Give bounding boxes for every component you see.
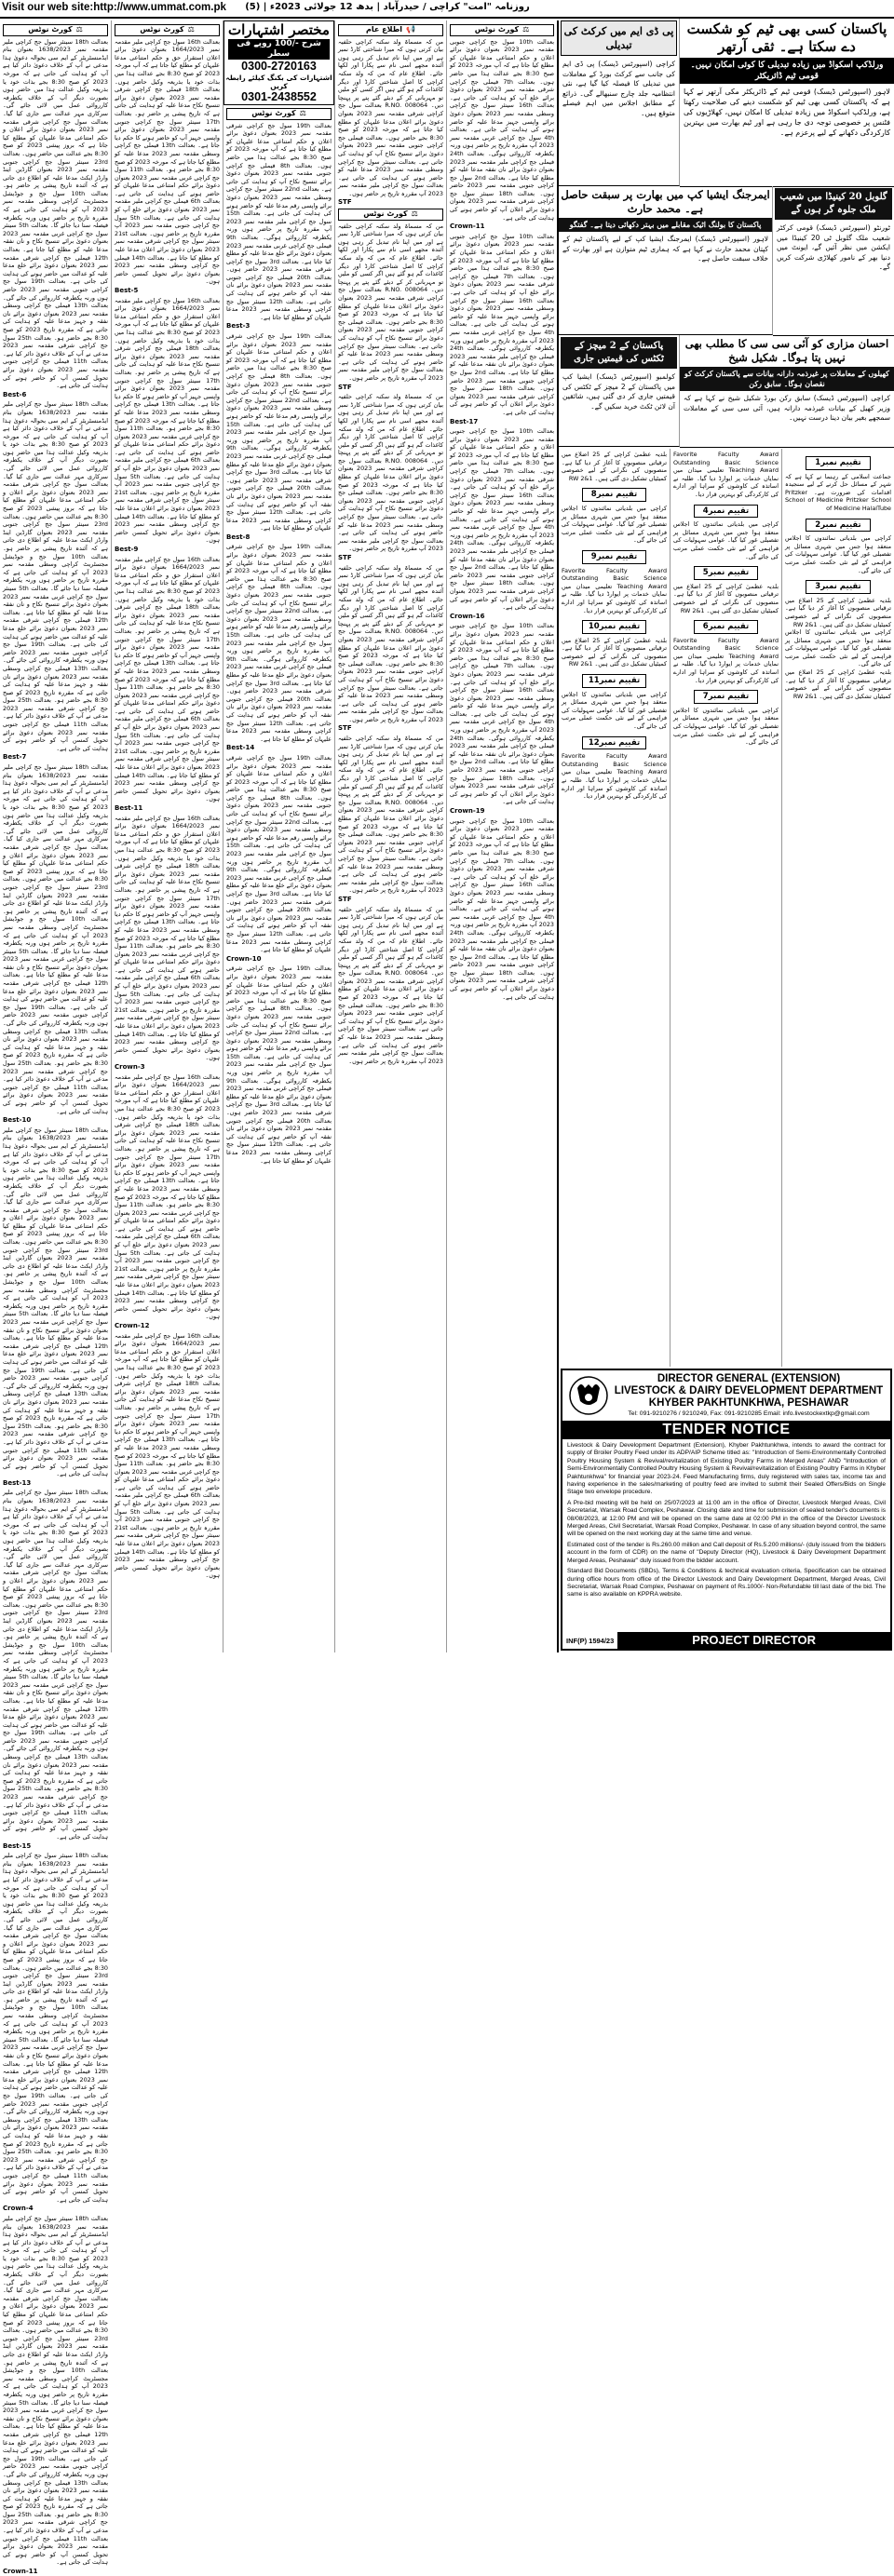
- court-notice-text: من کہ مسماۃ ولد سکنہ کراچی حلفیہ بیان کرتی ہوں کہ میرا شناختی کارڈ نمبر ہے اور میں اپنا نام تبدیل کر رہی ہوں آئندہ مجھے اسی نام سے پکارا اور لکھا جائے۔ اطلاع عام کہ من کہ ولد سکنہ کراچی کا اصل شناختی کارڈ اور دیگر کاغذات گم ہو گئے ہیں اگر کسی کو ملیں تو مہربانی کر کے دیئے گئے پتے پر پہنچا دیں۔ R.NO. 008064 بعدالت سول جج کراچی شرقی مقدمہ نمبر 2023 بعنوان دعویٰ برائے اعلان مدعا علیہان کو مطلع کیا جاتا ہے کہ مورخہ 2023 کو صبح 8:30 بجے حاضر ہوں۔ بعدالت فیملی جج کراچی جنوبی مقدمہ نمبر 2023 بعنوان دعویٰ برائے تنسیخ نکاح آپ کو ہدایت کی جاتی ہے۔ بعدالت سینئر سول جج کراچی وسطی مقدمہ نمبر 2023 مدعا علیہ کو حاضر ہونے کی ہدایت کی جاتی ہے۔ بعدالت سول جج کراچی ملیر مقدمہ نمبر 2023 آپ مقررہ تاریخ پر حاضر ہوں۔: [338, 905, 444, 1065]
- lower-text: Favorite Faculty Award Outstanding Basic Science Teaching Award تعلیمی میدان میں نمایاں خدمات پر ایوارڈ دیا گیا۔ طلبہ نے اساتذہ کی کاوشوں کو سراہا اور ادارے کی کارکردگی کو بہترین قرار دیا۔: [673, 451, 779, 498]
- section-label: تقییم نمبر2: [806, 519, 871, 533]
- phone-1[interactable]: 0300-2720163: [241, 60, 317, 73]
- lower-text: کراچی میں بلدیاتی نمائندوں کا اجلاس منعقد ہوا جس میں شہری مسائل پر تفصیلی غور کیا گیا۔ عوامی سہولیات کی فراہمی کے لیے نئی حکمت عملی مرتب کی جائے گی۔: [562, 504, 667, 545]
- section-label: تقییم نمبر5: [694, 566, 759, 580]
- tender-notice: [561, 1369, 892, 1651]
- notice-tag: Crown-11: [3, 2568, 38, 2576]
- notice-tag: Crown-12: [115, 1322, 150, 1329]
- court-notice-header: ⚖ کورٹ نوٹس: [3, 24, 108, 36]
- section-label: تقییم نمبر9: [582, 550, 647, 564]
- notice-tag: STF: [338, 554, 352, 561]
- org-line-2: LIVESTOCK & DAIRY DEVELOPMENT DEPARTMENT: [614, 1385, 884, 1396]
- lower-text: جماعت اسلامی کے رہنما نے کہا ہے کہ شہر کے مسائل حل کرنے کے لیے سنجیدہ اقدامات کی ضرورت ہے۔ Pritzker School of Medicine Pritzker School of Medicine HalalTube: [785, 472, 891, 512]
- court-notice-text: بعدالت 18th سینئر سول جج کراچی ملیر مقدمہ نمبر 1638/2023 بعنوان بنام ایڈمنسٹریٹر کے ایم سی بحوالہ دعویٰ ہذا مدعی نے آپ کے خلاف دعویٰ دائر کیا ہے آپ کو ہدایت کی جاتی ہے کہ مورخہ 2023 کو صبح 8:30 بجے بذات خود یا بذریعہ وکیل عدالت ہذا میں حاضر ہوں بصورت دیگر آپ کے خلاف یکطرفہ کارروائی عمل میں لائی جائے گی۔ سرکاری مہر عدالت سے جاری کیا گیا۔ بعدالت سول جج کراچی شرقی مقدمہ نمبر 2023 بعنوان دعویٰ برائے اعلان و حکم امتناعی مدعا علیہان کو مطلع کیا جاتا ہے کہ بروز پیشی 2023 کو صبح 8:30 بجے عدالت میں حاضر ہوں۔ بعدالت 23rd سینئر سول جج کراچی جنوبی مقدمہ نمبر 2023 بعنوان گارڈین اینڈ وارڈز ایکٹ مدعا علیہ کو اطلاع دی جاتی ہے کہ آئندہ تاریخ پیشی پر حاضر ہو۔ بعدالت 10th سول جج و جوڈیشل مجسٹریٹ کراچی وسطی مقدمہ نمبر 2023 آپ کو ہدایت کی جاتی ہے کہ مقررہ تاریخ پر حاضر ہوں ورنہ یکطرفہ فیصلہ سنا دیا جائے گا۔ بعدالت 5th سینئر سول جج کراچی غربی مقدمہ نمبر 2023 بعنوان دعویٰ برائے تنسیخ نکاح و نان نفقہ مدعا علیہ کو مطلع کیا جاتا ہے۔ بعدالت 12th فیملی جج کراچی شرقی مقدمہ نمبر 2023 بعنوان دعویٰ برائے خلع مدعا علیہ کو عدالت میں حاضر ہونے کی ہدایت کی جاتی ہے۔ بعدالت 19th سول جج کراچی جنوبی مقدمہ نمبر 2023 حاضر ہوں ورنہ یکطرفہ کارروائی کی جائے گی۔ بعدالت 13th فیملی جج کراچی وسطی مقدمہ نمبر 2023 بعنوان دعویٰ برائے نان نفقہ و جہیز مدعا علیہ کو ہدایت کی جاتی ہے کہ مقررہ تاریخ 2023 کو صبح 8:30 بجے حاضر ہو۔ بعدالت 25th سول جج کراچی شرقی مقدمہ نمبر 2023 مدعی نے آپ کے خلاف دعویٰ دائر کیا ہے۔ بعدالت 11th فیملی جج کراچی جنوبی مقدمہ نمبر 2023 بعنوان دعویٰ برائے تحویل کمسن آپ کو حاضر ہونے کی ہدایت کی جاتی ہے۔: [3, 400, 109, 752]
- court-column-a: [0, 20, 112, 2576]
- emerging-story: [559, 186, 773, 335]
- section-label: تقییم نمبر6: [694, 620, 759, 634]
- tickets-story: [559, 335, 680, 447]
- lead-body: لاہور (اسپورٹس ڈیسک) قومی ٹیم کے ڈائریکٹر مکی آرتھر نے کہا ہے کہ پاکستان کسی بھی ٹیم کو شکست دینے کی صلاحیت رکھتا ہے، ورلڈکپ اسکواڈ میں زیادہ تبدیلی کا امکان نہیں، کھلاڑیوں کی فٹنس پر خصوصی توجہ دی جا رہی ہے اور ٹیم بھارت میں بہترین کارکردگی دکھانے کے لیے پرعزم ہے۔: [684, 88, 890, 137]
- court-notice-text: من کہ مسماۃ ولد سکنہ کراچی حلفیہ بیان کرتی ہوں کہ میرا شناختی کارڈ نمبر ہے اور میں اپنا نام تبدیل کر رہی ہوں آئندہ مجھے اسی نام سے پکارا اور لکھا جائے۔ اطلاع عام کہ من کہ ولد سکنہ کراچی کا اصل شناختی کارڈ اور دیگر کاغذات گم ہو گئے ہیں اگر کسی کو ملیں تو مہربانی کر کے دیئے گئے پتے پر پہنچا دیں۔ R.NO. 008064 بعدالت سول جج کراچی شرقی مقدمہ نمبر 2023 بعنوان دعویٰ برائے اعلان مدعا علیہان کو مطلع کیا جاتا ہے کہ مورخہ 2023 کو صبح 8:30 بجے حاضر ہوں۔ بعدالت فیملی جج کراچی جنوبی مقدمہ نمبر 2023 بعنوان دعویٰ برائے تنسیخ نکاح آپ کو ہدایت کی جاتی ہے۔ بعدالت سینئر سول جج کراچی وسطی مقدمہ نمبر 2023 مدعا علیہ کو حاضر ہونے کی ہدایت کی جاتی ہے۔ بعدالت سول جج کراچی ملیر مقدمہ نمبر 2023 آپ مقررہ تاریخ پر حاضر ہوں۔: [338, 222, 444, 382]
- lower-right-col-1: [782, 449, 894, 1367]
- court-notice-text: بعدالت 10th سول جج کراچی جنوبی مقدمہ نمبر 2023 بعنوان دعویٰ برائے اعلان و حکم امتناعی مدعا علیہان کو مطلع کیا جاتا ہے کہ آپ مورخہ 2023 کو صبح 8:30 بجے عدالت ہذا میں حاضر ہوں۔ بعدالت 7th فیملی جج کراچی شرقی مقدمہ نمبر 2023 بعنوان دعویٰ برائے خلع آپ کو ہدایت کی جاتی ہے۔ بعدالت 16th سینئر سول جج کراچی وسطی مقدمہ نمبر 2023 بعنوان دعویٰ برائے واپسی جہیز مدعا علیہ کو حاضر ہونے کی ہدایت کی جاتی ہے۔ بعدالت 4th سول جج کراچی غربی مقدمہ نمبر 2023 آپ مقررہ تاریخ پر حاضر ہوں ورنہ یکطرفہ کارروائی ہوگی۔ بعدالت 24th فیملی جج کراچی ملیر مقدمہ نمبر 2023 بعنوان دعویٰ برائے نان نفقہ مدعا علیہ کو مطلع کیا جاتا ہے۔ بعدالت 2nd سول جج کراچی جنوبی مقدمہ نمبر 2023 حاضر ہوں۔ بعدالت 18th سینئر سول جج کراچی شرقی مقدمہ نمبر 2023 بعنوان دعویٰ برائے اعلان آپ کو حاضر ہونے کی ہدایت کی جاتی ہے۔: [450, 232, 554, 416]
- court-notice-text: بعدالت 16th سول جج کراچی ملیر مقدمہ نمبر 1664/2023 بعنوان دعویٰ برائے اعلان استقرار حق و حکم امتناعی مدعا علیہان کو مطلع کیا جاتا ہے کہ آپ مورخہ 2023 کو صبح 8:30 بجے عدالت ہذا میں بذات خود یا بذریعہ وکیل حاضر ہوں۔ بعدالت 18th فیملی جج کراچی شرقی مقدمہ نمبر 2023 بعنوان دعویٰ برائے تنسیخ نکاح مدعا علیہ کو ہدایت کی جاتی ہے کہ تاریخ پیشی پر حاضر ہو۔ بعدالت 17th سینئر سول جج کراچی جنوبی مقدمہ نمبر 2023 بعنوان دعویٰ برائے واپسی جہیز آپ کو حاضر ہونے کا حکم دیا جاتا ہے۔ بعدالت 13th فیملی جج کراچی وسطی مقدمہ نمبر 2023 مدعا علیہ کو مطلع کیا جاتا ہے کہ مورخہ 2023 کو صبح 8:30 بجے حاضر ہو۔ بعدالت 11th سول جج کراچی غربی مقدمہ نمبر 2023 بعنوان دعویٰ برائے حکم امتناعی مدعا علیہان کو حاضر ہونے کی ہدایت کی جاتی ہے۔ بعدالت 6th فیملی جج کراچی ملیر مقدمہ نمبر 2023 بعنوان دعویٰ برائے خلع آپ کو ہدایت کی جاتی ہے۔ بعدالت 5th سول جج کراچی جنوبی مقدمہ نمبر 2023 آپ مقررہ تاریخ پر حاضر ہوں۔ بعدالت 21st سینئر سول جج کراچی شرقی مقدمہ نمبر 2023 بعنوان دعویٰ برائے اعلان مدعا علیہ کو مطلع کیا جاتا ہے۔ بعدالت 14th فیملی جج کراچی وسطی مقدمہ نمبر 2023 بعنوان دعویٰ برائے تحویل کمسن حاضر ہوں۔: [115, 37, 221, 286]
- lower-text: کراچی میں بلدیاتی نمائندوں کا اجلاس منعقد ہوا جس میں شہری مسائل پر تفصیلی غور کیا گیا۔ عوامی سہولیات کی فراہمی کے لیے نئی حکمت عملی مرتب کی جائے گی۔: [562, 690, 667, 731]
- court-notice-text: بعدالت 10th سول جج کراچی جنوبی مقدمہ نمبر 2023 بعنوان دعویٰ برائے اعلان و حکم امتناعی مدعا علیہان کو مطلع کیا جاتا ہے کہ آپ مورخہ 2023 کو صبح 8:30 بجے عدالت ہذا میں حاضر ہوں۔ بعدالت 7th فیملی جج کراچی شرقی مقدمہ نمبر 2023 بعنوان دعویٰ برائے خلع آپ کو ہدایت کی جاتی ہے۔ بعدالت 16th سینئر سول جج کراچی وسطی مقدمہ نمبر 2023 بعنوان دعویٰ برائے واپسی جہیز مدعا علیہ کو حاضر ہونے کی ہدایت کی جاتی ہے۔ بعدالت 4th سول جج کراچی غربی مقدمہ نمبر 2023 آپ مقررہ تاریخ پر حاضر ہوں ورنہ یکطرفہ کارروائی ہوگی۔ بعدالت 24th فیملی جج کراچی ملیر مقدمہ نمبر 2023 بعنوان دعویٰ برائے نان نفقہ مدعا علیہ کو مطلع کیا جاتا ہے۔ بعدالت 2nd سول جج کراچی جنوبی مقدمہ نمبر 2023 حاضر ہوں۔ بعدالت 18th سینئر سول جج کراچی شرقی مقدمہ نمبر 2023 بعنوان دعویٰ برائے اعلان آپ کو حاضر ہونے کی ہدایت کی جاتی ہے۔: [450, 816, 554, 1001]
- court-notice-text: بعدالت 18th سینئر سول جج کراچی ملیر مقدمہ نمبر 1638/2023 بعنوان بنام ایڈمنسٹریٹر کے ایم سی بحوالہ دعویٰ ہذا مدعی نے آپ کے خلاف دعویٰ دائر کیا ہے آپ کو ہدایت کی جاتی ہے کہ مورخہ 2023 کو صبح 8:30 بجے بذات خود یا بذریعہ وکیل عدالت ہذا میں حاضر ہوں بصورت دیگر آپ کے خلاف یکطرفہ کارروائی عمل میں لائی جائے گی۔ سرکاری مہر عدالت سے جاری کیا گیا۔ بعدالت سول جج کراچی شرقی مقدمہ نمبر 2023 بعنوان دعویٰ برائے اعلان و حکم امتناعی مدعا علیہان کو مطلع کیا جاتا ہے کہ بروز پیشی 2023 کو صبح 8:30 بجے عدالت میں حاضر ہوں۔ بعدالت 23rd سینئر سول جج کراچی جنوبی مقدمہ نمبر 2023 بعنوان گارڈین اینڈ وارڈز ایکٹ مدعا علیہ کو اطلاع دی جاتی ہے کہ آئندہ تاریخ پیشی پر حاضر ہو۔ بعدالت 10th سول جج و جوڈیشل مجسٹریٹ کراچی وسطی مقدمہ نمبر 2023 آپ کو ہدایت کی جاتی ہے کہ مقررہ تاریخ پر حاضر ہوں ورنہ یکطرفہ فیصلہ سنا دیا جائے گا۔ بعدالت 5th سینئر سول جج کراچی غربی مقدمہ نمبر 2023 بعنوان دعویٰ برائے تنسیخ نکاح و نان نفقہ مدعا علیہ کو مطلع کیا جاتا ہے۔ بعدالت 12th فیملی جج کراچی شرقی مقدمہ نمبر 2023 بعنوان دعویٰ برائے خلع مدعا علیہ کو عدالت میں حاضر ہونے کی ہدایت کی جاتی ہے۔ بعدالت 19th سول جج کراچی جنوبی مقدمہ نمبر 2023 حاضر ہوں ورنہ یکطرفہ کارروائی کی جائے گی۔ بعدالت 13th فیملی جج کراچی وسطی مقدمہ نمبر 2023 بعنوان دعویٰ برائے نان نفقہ و جہیز مدعا علیہ کو ہدایت کی جاتی ہے کہ مقررہ تاریخ 2023 کو صبح 8:30 بجے حاضر ہو۔ بعدالت 25th سول جج کراچی شرقی مقدمہ نمبر 2023 مدعی نے آپ کے خلاف دعویٰ دائر کیا ہے۔ بعدالت 11th فیملی جج کراچی جنوبی مقدمہ نمبر 2023 بعنوان دعویٰ برائے تحویل کمسن آپ کو حاضر ہونے کی ہدایت کی جاتی ہے۔: [3, 1489, 109, 1841]
- notice-tag: Crown-4: [3, 2205, 34, 2213]
- lower-text: بلدیہ عظمیٰ کراچی کے 25 اضلاع میں ترقیاتی منصوبوں کا آغاز کر دیا گیا ہے۔ منصوبوں کی نگرانی کے لیے خصوصی کمیٹیاں تشکیل دی گئی ہیں۔ RW 2&1: [785, 596, 891, 628]
- department-logo: [566, 1375, 611, 1416]
- lower-text: کراچی میں بلدیاتی نمائندوں کا اجلاس منعقد ہوا جس میں شہری مسائل پر تفصیلی غور کیا گیا۔ عوامی سہولیات کی فراہمی کے لیے نئی حکمت عملی مرتب کی جائے گی۔: [785, 534, 891, 574]
- court-notice-text: من کہ مسماۃ ولد سکنہ کراچی حلفیہ بیان کرتی ہوں کہ میرا شناختی کارڈ نمبر ہے اور میں اپنا نام تبدیل کر رہی ہوں آئندہ مجھے اسی نام سے پکارا اور لکھا جائے۔ اطلاع عام کہ من کہ ولد سکنہ کراچی کا اصل شناختی کارڈ اور دیگر کاغذات گم ہو گئے ہیں اگر کسی کو ملیں تو مہربانی کر کے دیئے گئے پتے پر پہنچا دیں۔ R.NO. 008064 بعدالت سول جج کراچی شرقی مقدمہ نمبر 2023 بعنوان دعویٰ برائے اعلان مدعا علیہان کو مطلع کیا جاتا ہے کہ مورخہ 2023 کو صبح 8:30 بجے حاضر ہوں۔ بعدالت فیملی جج کراچی جنوبی مقدمہ نمبر 2023 بعنوان دعویٰ برائے تنسیخ نکاح آپ کو ہدایت کی جاتی ہے۔ بعدالت سینئر سول جج کراچی وسطی مقدمہ نمبر 2023 مدعا علیہ کو حاضر ہونے کی ہدایت کی جاتی ہے۔ بعدالت سول جج کراچی ملیر مقدمہ نمبر 2023 آپ مقررہ تاریخ پر حاضر ہوں۔: [338, 735, 444, 895]
- notice-tag: Best-17: [450, 417, 479, 425]
- gavel-icon: ⚖: [299, 109, 306, 117]
- court-notice-header: ⚖ کورٹ نوٹس: [338, 209, 443, 221]
- lower-text: بلدیہ عظمیٰ کراچی کے 25 اضلاع میں ترقیاتی منصوبوں کا آغاز کر دیا گیا ہے۔ منصوبوں کی نگرانی کے لیے خصوصی کمیٹیاں تشکیل دی گئی ہیں۔ RW 2&1: [673, 582, 779, 614]
- gavel-icon: ⚖: [187, 25, 195, 34]
- lower-right-col-3: [559, 449, 670, 1367]
- court-notice-text: بعدالت 16th سول جج کراچی ملیر مقدمہ نمبر 1664/2023 بعنوان دعویٰ برائے اعلان استقرار حق و حکم امتناعی مدعا علیہان کو مطلع کیا جاتا ہے کہ آپ مورخہ 2023 کو صبح 8:30 بجے عدالت ہذا میں بذات خود یا بذریعہ وکیل حاضر ہوں۔ بعدالت 18th فیملی جج کراچی شرقی مقدمہ نمبر 2023 بعنوان دعویٰ برائے تنسیخ نکاح مدعا علیہ کو ہدایت کی جاتی ہے کہ تاریخ پیشی پر حاضر ہو۔ بعدالت 17th سینئر سول جج کراچی جنوبی مقدمہ نمبر 2023 بعنوان دعویٰ برائے واپسی جہیز آپ کو حاضر ہونے کا حکم دیا جاتا ہے۔ بعدالت 13th فیملی جج کراچی وسطی مقدمہ نمبر 2023 مدعا علیہ کو مطلع کیا جاتا ہے کہ مورخہ 2023 کو صبح 8:30 بجے حاضر ہو۔ بعدالت 11th سول جج کراچی غربی مقدمہ نمبر 2023 بعنوان دعویٰ برائے حکم امتناعی مدعا علیہان کو حاضر ہونے کی ہدایت کی جاتی ہے۔ بعدالت 6th فیملی جج کراچی ملیر مقدمہ نمبر 2023 بعنوان دعویٰ برائے خلع آپ کو ہدایت کی جاتی ہے۔ بعدالت 5th سول جج کراچی جنوبی مقدمہ نمبر 2023 آپ مقررہ تاریخ پر حاضر ہوں۔ بعدالت 21st سینئر سول جج کراچی شرقی مقدمہ نمبر 2023 بعنوان دعویٰ برائے اعلان مدعا علیہ کو مطلع کیا جاتا ہے۔ بعدالت 14th فیملی جج کراچی وسطی مقدمہ نمبر 2023 بعنوان دعویٰ برائے تحویل کمسن حاضر ہوں۔: [115, 555, 221, 803]
- section-label: تقییم نمبر4: [694, 505, 759, 519]
- tender-para-2: A Pre-bid meeting will be held on 25/07/2023 at 11:00 am in the office of Director, Livestock Merged Areas, Civil Secretariat, Warsak Road Complex, Peshawar. Closing date and time for submission of sealed tender's documents is 08/08/2023, at 12:00 PM and will be opened on the same date at 02:00 PM in the office of the Director Livestock Merged Areas, Civil Secretariat, Warsak Road Complex, Peshawar. In case of any situation beyond control, the same will be opened on the next working day at the same time and venue.: [567, 1499, 886, 1538]
- court-notice-text: بعدالت 16th سول جج کراچی ملیر مقدمہ نمبر 1664/2023 بعنوان دعویٰ برائے اعلان استقرار حق و حکم امتناعی مدعا علیہان کو مطلع کیا جاتا ہے کہ آپ مورخہ 2023 کو صبح 8:30 بجے عدالت ہذا میں بذات خود یا بذریعہ وکیل حاضر ہوں۔ بعدالت 18th فیملی جج کراچی شرقی مقدمہ نمبر 2023 بعنوان دعویٰ برائے تنسیخ نکاح مدعا علیہ کو ہدایت کی جاتی ہے کہ تاریخ پیشی پر حاضر ہو۔ بعدالت 17th سینئر سول جج کراچی جنوبی مقدمہ نمبر 2023 بعنوان دعویٰ برائے واپسی جہیز آپ کو حاضر ہونے کا حکم دیا جاتا ہے۔ بعدالت 13th فیملی جج کراچی وسطی مقدمہ نمبر 2023 مدعا علیہ کو مطلع کیا جاتا ہے کہ مورخہ 2023 کو صبح 8:30 بجے حاضر ہو۔ بعدالت 11th سول جج کراچی غربی مقدمہ نمبر 2023 بعنوان دعویٰ برائے حکم امتناعی مدعا علیہان کو حاضر ہونے کی ہدایت کی جاتی ہے۔ بعدالت 6th فیملی جج کراچی ملیر مقدمہ نمبر 2023 بعنوان دعویٰ برائے خلع آپ کو ہدایت کی جاتی ہے۔ بعدالت 5th سول جج کراچی جنوبی مقدمہ نمبر 2023 آپ مقررہ تاریخ پر حاضر ہوں۔ بعدالت 21st سینئر سول جج کراچی شرقی مقدمہ نمبر 2023 بعنوان دعویٰ برائے اعلان مدعا علیہ کو مطلع کیا جاتا ہے۔ بعدالت 14th فیملی جج کراچی وسطی مقدمہ نمبر 2023 بعنوان دعویٰ برائے تحویل کمسن حاضر ہوں۔: [115, 1331, 221, 1580]
- tender-para-4: Standard Bid Documents (SBDs), Terms & Conditions & technical evaluation criteria, Specification can be obtained during office hours from office of the Director Livestock and Dairy Development Department, Merged Areas, Civil Secretariat, Warsak Road Complex, Peshawar on payment of Rs.1000/- Non-Refundable till last date of the bid. The same is also available on KPPRA website.: [567, 1568, 886, 1598]
- website-line[interactable]: Visit our web site:http://www.ummat.com.pk: [2, 2, 226, 13]
- notice-tag: STF: [338, 198, 352, 207]
- phone-2[interactable]: 0301-2438552: [241, 90, 317, 103]
- court-column-d: [335, 20, 447, 1652]
- middle-headline: پاکستان کے 2 میچز کے ٹکٹس کی قیمتیں جاری: [561, 337, 677, 369]
- section-label: تقییم نمبر12: [582, 736, 647, 750]
- notice-tag: Best-13: [3, 1478, 32, 1487]
- court-notice-text: بعدالت 18th سینئر سول جج کراچی ملیر مقدمہ نمبر 1638/2023 بعنوان بنام ایڈمنسٹریٹر کے ایم سی بحوالہ دعویٰ ہذا مدعی نے آپ کے خلاف دعویٰ دائر کیا ہے آپ کو ہدایت کی جاتی ہے کہ مورخہ 2023 کو صبح 8:30 بجے بذات خود یا بذریعہ وکیل عدالت ہذا میں حاضر ہوں بصورت دیگر آپ کے خلاف یکطرفہ کارروائی عمل میں لائی جائے گی۔ سرکاری مہر عدالت سے جاری کیا گیا۔ بعدالت سول جج کراچی شرقی مقدمہ نمبر 2023 بعنوان دعویٰ برائے اعلان و حکم امتناعی مدعا علیہان کو مطلع کیا جاتا ہے کہ بروز پیشی 2023 کو صبح 8:30 بجے عدالت میں حاضر ہوں۔ بعدالت 23rd سینئر سول جج کراچی جنوبی مقدمہ نمبر 2023 بعنوان گارڈین اینڈ وارڈز ایکٹ مدعا علیہ کو اطلاع دی جاتی ہے کہ آئندہ تاریخ پیشی پر حاضر ہو۔ بعدالت 10th سول جج و جوڈیشل مجسٹریٹ کراچی وسطی مقدمہ نمبر 2023 آپ کو ہدایت کی جاتی ہے کہ مقررہ تاریخ پر حاضر ہوں ورنہ یکطرفہ فیصلہ سنا دیا جائے گا۔ بعدالت 5th سینئر سول جج کراچی غربی مقدمہ نمبر 2023 بعنوان دعویٰ برائے تنسیخ نکاح و نان نفقہ مدعا علیہ کو مطلع کیا جاتا ہے۔ بعدالت 12th فیملی جج کراچی شرقی مقدمہ نمبر 2023 بعنوان دعویٰ برائے خلع مدعا علیہ کو عدالت میں حاضر ہونے کی ہدایت کی جاتی ہے۔ بعدالت 19th سول جج کراچی جنوبی مقدمہ نمبر 2023 حاضر ہوں ورنہ یکطرفہ کارروائی کی جائے گی۔ بعدالت 13th فیملی جج کراچی وسطی مقدمہ نمبر 2023 بعنوان دعویٰ برائے نان نفقہ و جہیز مدعا علیہ کو ہدایت کی جاتی ہے کہ مقررہ تاریخ 2023 کو صبح 8:30 بجے حاضر ہو۔ بعدالت 25th سول جج کراچی شرقی مقدمہ نمبر 2023 مدعی نے آپ کے خلاف دعویٰ دائر کیا ہے۔ بعدالت 11th فیملی جج کراچی جنوبی مقدمہ نمبر 2023 بعنوان دعویٰ برائے تحویل کمسن آپ کو حاضر ہونے کی ہدایت کی جاتی ہے۔: [3, 2214, 109, 2567]
- court-notice-text: بعدالت 16th سول جج کراچی ملیر مقدمہ نمبر 1664/2023 بعنوان دعویٰ برائے اعلان استقرار حق و حکم امتناعی مدعا علیہان کو مطلع کیا جاتا ہے کہ آپ مورخہ 2023 کو صبح 8:30 بجے عدالت ہذا میں بذات خود یا بذریعہ وکیل حاضر ہوں۔ بعدالت 18th فیملی جج کراچی شرقی مقدمہ نمبر 2023 بعنوان دعویٰ برائے تنسیخ نکاح مدعا علیہ کو ہدایت کی جاتی ہے کہ تاریخ پیشی پر حاضر ہو۔ بعدالت 17th سینئر سول جج کراچی جنوبی مقدمہ نمبر 2023 بعنوان دعویٰ برائے واپسی جہیز آپ کو حاضر ہونے کا حکم دیا جاتا ہے۔ بعدالت 13th فیملی جج کراچی وسطی مقدمہ نمبر 2023 مدعا علیہ کو مطلع کیا جاتا ہے کہ مورخہ 2023 کو صبح 8:30 بجے حاضر ہو۔ بعدالت 11th سول جج کراچی غربی مقدمہ نمبر 2023 بعنوان دعویٰ برائے حکم امتناعی مدعا علیہان کو حاضر ہونے کی ہدایت کی جاتی ہے۔ بعدالت 6th فیملی جج کراچی ملیر مقدمہ نمبر 2023 بعنوان دعویٰ برائے خلع آپ کو ہدایت کی جاتی ہے۔ بعدالت 5th سول جج کراچی جنوبی مقدمہ نمبر 2023 آپ مقررہ تاریخ پر حاضر ہوں۔ بعدالت 21st سینئر سول جج کراچی شرقی مقدمہ نمبر 2023 بعنوان دعویٰ برائے اعلان مدعا علیہ کو مطلع کیا جاتا ہے۔ بعدالت 14th فیملی جج کراچی وسطی مقدمہ نمبر 2023 بعنوان دعویٰ برائے تحویل کمسن حاضر ہوں۔: [115, 296, 221, 545]
- court-notice-text: بعدالت 18th سینئر سول جج کراچی ملیر مقدمہ نمبر 1638/2023 بعنوان بنام ایڈمنسٹریٹر کے ایم سی بحوالہ دعویٰ ہذا مدعی نے آپ کے خلاف دعویٰ دائر کیا ہے آپ کو ہدایت کی جاتی ہے کہ مورخہ 2023 کو صبح 8:30 بجے بذات خود یا بذریعہ وکیل عدالت ہذا میں حاضر ہوں بصورت دیگر آپ کے خلاف یکطرفہ کارروائی عمل میں لائی جائے گی۔ سرکاری مہر عدالت سے جاری کیا گیا۔ بعدالت سول جج کراچی شرقی مقدمہ نمبر 2023 بعنوان دعویٰ برائے اعلان و حکم امتناعی مدعا علیہان کو مطلع کیا جاتا ہے کہ بروز پیشی 2023 کو صبح 8:30 بجے عدالت میں حاضر ہوں۔ بعدالت 23rd سینئر سول جج کراچی جنوبی مقدمہ نمبر 2023 بعنوان گارڈین اینڈ وارڈز ایکٹ مدعا علیہ کو اطلاع دی جاتی ہے کہ آئندہ تاریخ پیشی پر حاضر ہو۔ بعدالت 10th سول جج و جوڈیشل مجسٹریٹ کراچی وسطی مقدمہ نمبر 2023 آپ کو ہدایت کی جاتی ہے کہ مقررہ تاریخ پر حاضر ہوں ورنہ یکطرفہ فیصلہ سنا دیا جائے گا۔ بعدالت 5th سینئر سول جج کراچی غربی مقدمہ نمبر 2023 بعنوان دعویٰ برائے تنسیخ نکاح و نان نفقہ مدعا علیہ کو مطلع کیا جاتا ہے۔ بعدالت 12th فیملی جج کراچی شرقی مقدمہ نمبر 2023 بعنوان دعویٰ برائے خلع مدعا علیہ کو عدالت میں حاضر ہونے کی ہدایت کی جاتی ہے۔ بعدالت 19th سول جج کراچی جنوبی مقدمہ نمبر 2023 حاضر ہوں ورنہ یکطرفہ کارروائی کی جائے گی۔ بعدالت 13th فیملی جج کراچی وسطی مقدمہ نمبر 2023 بعنوان دعویٰ برائے نان نفقہ و جہیز مدعا علیہ کو ہدایت کی جاتی ہے کہ مقررہ تاریخ 2023 کو صبح 8:30 بجے حاضر ہو۔ بعدالت 25th سول جج کراچی شرقی مقدمہ نمبر 2023 مدعی نے آپ کے خلاف دعویٰ دائر کیا ہے۔ بعدالت 11th فیملی جج کراچی جنوبی مقدمہ نمبر 2023 بعنوان دعویٰ برائے تحویل کمسن آپ کو حاضر ہونے کی ہدایت کی جاتی ہے۔: [3, 1126, 109, 1478]
- lead-story: [680, 19, 894, 187]
- lower-text: Favorite Faculty Award Outstanding Basic Science Teaching Award تعلیمی میدان میں نمایاں خدمات پر ایوارڈ دیا گیا۔ طلبہ نے اساتذہ کی کاوشوں کو سراہا اور ادارے کی کارکردگی کو بہترین قرار دیا۔: [562, 752, 667, 801]
- classifieds-rate-box: [224, 20, 334, 105]
- notice-tag: Best-6: [3, 390, 27, 398]
- middle-body: کولمبو (اسپورٹس ڈیسک) ایشیا کپ میں پاکستان کے 2 میچز کے ٹکٹس کی قیمتیں جاری کر دی گئی ہیں، شائقین آن لائن ٹکٹ خرید سکیں گے۔: [562, 372, 676, 411]
- gulf-body: ٹورنٹو (اسپورٹس ڈیسک) قومی کرکٹر شعیب ملک گلوبل ٹی 20 کینیڈا میں ایکشن میں نظر آئیں گے، ایونٹ میں دنیا بھر کے نامور کھلاڑی شرکت کریں گے۔: [777, 223, 890, 271]
- tender-code: INF(P) 1594/23: [566, 1636, 615, 1645]
- court-column-c: [224, 20, 335, 1652]
- court-notice-text: بعدالت 10th سول جج کراچی جنوبی مقدمہ نمبر 2023 بعنوان دعویٰ برائے اعلان و حکم امتناعی مدعا علیہان کو مطلع کیا جاتا ہے کہ آپ مورخہ 2023 کو صبح 8:30 بجے عدالت ہذا میں حاضر ہوں۔ بعدالت 7th فیملی جج کراچی شرقی مقدمہ نمبر 2023 بعنوان دعویٰ برائے خلع آپ کو ہدایت کی جاتی ہے۔ بعدالت 16th سینئر سول جج کراچی وسطی مقدمہ نمبر 2023 بعنوان دعویٰ برائے واپسی جہیز مدعا علیہ کو حاضر ہونے کی ہدایت کی جاتی ہے۔ بعدالت 4th سول جج کراچی غربی مقدمہ نمبر 2023 آپ مقررہ تاریخ پر حاضر ہوں ورنہ یکطرفہ کارروائی ہوگی۔ بعدالت 24th فیملی جج کراچی ملیر مقدمہ نمبر 2023 بعنوان دعویٰ برائے نان نفقہ مدعا علیہ کو مطلع کیا جاتا ہے۔ بعدالت 2nd سول جج کراچی جنوبی مقدمہ نمبر 2023 حاضر ہوں۔ بعدالت 18th سینئر سول جج کراچی شرقی مقدمہ نمبر 2023 بعنوان دعویٰ برائے اعلان آپ کو حاضر ہونے کی ہدایت کی جاتی ہے۔: [450, 427, 554, 612]
- section-label: تقییم نمبر3: [806, 580, 871, 594]
- tender-signature: PROJECT DIRECTOR: [617, 1632, 890, 1649]
- side1-headline: پی ڈی ایم میں کرکٹ کی تبدیلی: [561, 20, 677, 56]
- lower-text: Favorite Faculty Award Outstanding Basic Science Teaching Award تعلیمی میدان میں نمایاں خدمات پر ایوارڈ دیا گیا۔ طلبہ نے اساتذہ کی کاوشوں کو سراہا اور ادارے کی کارکردگی کو بہترین قرار دیا۔: [562, 566, 667, 614]
- lower-text: Favorite Faculty Award Outstanding Basic Science Teaching Award تعلیمی میدان میں نمایاں خدمات پر ایوارڈ دیا گیا۔ طلبہ نے اساتذہ کی کاوشوں کو سراہا اور ادارے کی کارکردگی کو بہترین قرار دیا۔: [673, 636, 779, 684]
- court-notice-header: ⚖ کورٹ نوٹس: [226, 108, 332, 120]
- lead-subhead: ورلڈکپ اسکواڈ میں زیادہ تبدیلی کا کوئی امکان نہیں۔ قومی ٹیم ڈائریکٹر: [680, 58, 894, 84]
- tender-para-1: Livestock & Dairy Development Department (Extension), Khyber Pakhtunkhwa, intends to award the contract for supply of Broiler Poultry Feed under its ADP/AIP Scheme titled as: "Introduction of Semi-Environmentally Controlled Poultry Housing System & Revival/revitalization of Existing Poultry Farms in Merged Areas" AND "Introduction of Semi-Environmentally Controlled Poultry Housing System & Revival/revitalization of Existing Poultry Farms in Khyber Pakhtunkhwa" for financial year 2023-24. Feed Manufacturing firms, duly registered with sales tax, income tax and having experience in the sales/marketing of poultry feed are invited to submit their Sealed Offers/Bids on Single Stage two envelope procedure.: [567, 1442, 886, 1496]
- court-notice-text: من کہ مسماۃ ولد سکنہ کراچی حلفیہ بیان کرتی ہوں کہ میرا شناختی کارڈ نمبر ہے اور میں اپنا نام تبدیل کر رہی ہوں آئندہ مجھے اسی نام سے پکارا اور لکھا جائے۔ اطلاع عام کہ من کہ ولد سکنہ کراچی کا اصل شناختی کارڈ اور دیگر کاغذات گم ہو گئے ہیں اگر کسی کو ملیں تو مہربانی کر کے دیئے گئے پتے پر پہنچا دیں۔ R.NO. 008064 بعدالت سول جج کراچی شرقی مقدمہ نمبر 2023 بعنوان دعویٰ برائے اعلان مدعا علیہان کو مطلع کیا جاتا ہے کہ مورخہ 2023 کو صبح 8:30 بجے حاضر ہوں۔ بعدالت فیملی جج کراچی جنوبی مقدمہ نمبر 2023 بعنوان دعویٰ برائے تنسیخ نکاح آپ کو ہدایت کی جاتی ہے۔ بعدالت سینئر سول جج کراچی وسطی مقدمہ نمبر 2023 مدعا علیہ کو حاضر ہونے کی ہدایت کی جاتی ہے۔ بعدالت سول جج کراچی ملیر مقدمہ نمبر 2023 آپ مقررہ تاریخ پر حاضر ہوں۔: [338, 37, 444, 197]
- court-column-b: [112, 20, 224, 1652]
- lower-text: کراچی میں بلدیاتی نمائندوں کا اجلاس منعقد ہوا جس میں شہری مسائل پر تفصیلی غور کیا گیا۔ عوامی سہولیات کی فراہمی کے لیے نئی حکمت عملی مرتب کی جائے گی۔: [673, 706, 779, 747]
- court-notice-text: بعدالت 18th سینئر سول جج کراچی ملیر مقدمہ نمبر 1638/2023 بعنوان بنام ایڈمنسٹریٹر کے ایم سی بحوالہ دعویٰ ہذا مدعی نے آپ کے خلاف دعویٰ دائر کیا ہے آپ کو ہدایت کی جاتی ہے کہ مورخہ 2023 کو صبح 8:30 بجے بذات خود یا بذریعہ وکیل عدالت ہذا میں حاضر ہوں بصورت دیگر آپ کے خلاف یکطرفہ کارروائی عمل میں لائی جائے گی۔ سرکاری مہر عدالت سے جاری کیا گیا۔ بعدالت سول جج کراچی شرقی مقدمہ نمبر 2023 بعنوان دعویٰ برائے اعلان و حکم امتناعی مدعا علیہان کو مطلع کیا جاتا ہے کہ بروز پیشی 2023 کو صبح 8:30 بجے عدالت میں حاضر ہوں۔ بعدالت 23rd سینئر سول جج کراچی جنوبی مقدمہ نمبر 2023 بعنوان گارڈین اینڈ وارڈز ایکٹ مدعا علیہ کو اطلاع دی جاتی ہے کہ آئندہ تاریخ پیشی پر حاضر ہو۔ بعدالت 10th سول جج و جوڈیشل مجسٹریٹ کراچی وسطی مقدمہ نمبر 2023 آپ کو ہدایت کی جاتی ہے کہ مقررہ تاریخ پر حاضر ہوں ورنہ یکطرفہ فیصلہ سنا دیا جائے گا۔ بعدالت 5th سینئر سول جج کراچی غربی مقدمہ نمبر 2023 بعنوان دعویٰ برائے تنسیخ نکاح و نان نفقہ مدعا علیہ کو مطلع کیا جاتا ہے۔ بعدالت 12th فیملی جج کراچی شرقی مقدمہ نمبر 2023 بعنوان دعویٰ برائے خلع مدعا علیہ کو عدالت میں حاضر ہونے کی ہدایت کی جاتی ہے۔ بعدالت 19th سول جج کراچی جنوبی مقدمہ نمبر 2023 حاضر ہوں ورنہ یکطرفہ کارروائی کی جائے گی۔ بعدالت 13th فیملی جج کراچی وسطی مقدمہ نمبر 2023 بعنوان دعویٰ برائے نان نفقہ و جہیز مدعا علیہ کو ہدایت کی جاتی ہے کہ مقررہ تاریخ 2023 کو صبح 8:30 بجے حاضر ہو۔ بعدالت 25th سول جج کراچی شرقی مقدمہ نمبر 2023 مدعی نے آپ کے خلاف دعویٰ دائر کیا ہے۔ بعدالت 11th فیملی جج کراچی جنوبی مقدمہ نمبر 2023 بعنوان دعویٰ برائے تحویل کمسن آپ کو حاضر ہونے کی ہدایت کی جاتی ہے۔: [3, 37, 109, 390]
- gavel-icon: ⚖: [522, 25, 530, 34]
- notice-tag: Crown-11: [450, 223, 485, 231]
- megaphone-icon: 📢: [405, 25, 415, 34]
- notice-tag: Best-5: [115, 287, 139, 294]
- gavel-icon: ⚖: [75, 25, 83, 34]
- lower-text: بلدیہ عظمیٰ کراچی کے 25 اضلاع میں ترقیاتی منصوبوں کا آغاز کر دیا گیا ہے۔ منصوبوں کی نگرانی کے لیے خصوصی کمیٹیاں تشکیل دی گئی ہیں۔ RW 2&1: [562, 451, 667, 482]
- lower-right-col-2: [670, 449, 782, 1367]
- masthead: [0, 0, 894, 19]
- notice-tag: Best-3: [226, 322, 251, 330]
- notice-tag: STF: [338, 895, 352, 903]
- org-line-1: DIRECTOR GENERAL (EXTENSION): [657, 1373, 841, 1384]
- notice-tag: Crown-10: [226, 954, 262, 963]
- tender-para-3: Estimated cost of the tender is Rs.260.00 million and Call deposit of Rs.5.200 millions/- (duly issued from the bidders account in the form of CDR) on the name of "Deputy Director (HQ), Livestock & Dairy Development Department Merged Areas, Peshawar" duly issued from the bidder account.: [567, 1541, 886, 1564]
- public-notice-header: 📢 اطلاع عام: [338, 24, 443, 36]
- emerging-headline: ایمرجنگ ایشیا کپ میں بھارت پر سبقت حاصل ہے۔ محمد حارث: [561, 188, 770, 215]
- court-notice-text: بعدالت 19th سول جج کراچی شرقی مقدمہ نمبر 2023 بعنوان دعویٰ برائے اعلان و حکم امتناعی مدعا علیہان کو مطلع کیا جاتا ہے کہ آپ مورخہ 2023 کو صبح 8:30 بجے عدالت ہذا میں حاضر ہوں۔ بعدالت 8th فیملی جج کراچی جنوبی مقدمہ نمبر 2023 بعنوان دعویٰ برائے تنسیخ نکاح آپ کو ہدایت کی جاتی ہے۔ بعدالت 22nd سینئر سول جج کراچی وسطی مقدمہ نمبر 2023 بعنوان دعویٰ برائے واپسی رقم مدعا علیہ کو حاضر ہونے کی ہدایت کی جاتی ہے۔ بعدالت 15th سول جج کراچی ملیر مقدمہ نمبر 2023 آپ مقررہ تاریخ پر حاضر ہوں ورنہ یکطرفہ کارروائی ہوگی۔ بعدالت 9th فیملی جج کراچی غربی مقدمہ نمبر 2023 بعنوان دعویٰ برائے خلع مدعا علیہ کو مطلع کیا جاتا ہے۔ بعدالت 3rd سول جج کراچی شرقی مقدمہ نمبر 2023 حاضر ہوں۔ بعدالت 20th فیملی جج کراچی جنوبی مقدمہ نمبر 2023 بعنوان دعویٰ برائے نان نفقہ آپ کو حاضر ہونے کی ہدایت کی جاتی ہے۔ بعدالت 12th سینئر سول جج کراچی وسطی مقدمہ نمبر 2023 مدعا علیہان کو مطلع کیا جاتا ہے۔: [226, 964, 332, 1165]
- notice-tag: Best-14: [226, 744, 255, 752]
- notice-tag: Crown-16: [450, 612, 485, 620]
- court-notice-text: بعدالت 19th سول جج کراچی شرقی مقدمہ نمبر 2023 بعنوان دعویٰ برائے اعلان و حکم امتناعی مدعا علیہان کو مطلع کیا جاتا ہے کہ آپ مورخہ 2023 کو صبح 8:30 بجے عدالت ہذا میں حاضر ہوں۔ بعدالت 8th فیملی جج کراچی جنوبی مقدمہ نمبر 2023 بعنوان دعویٰ برائے تنسیخ نکاح آپ کو ہدایت کی جاتی ہے۔ بعدالت 22nd سینئر سول جج کراچی وسطی مقدمہ نمبر 2023 بعنوان دعویٰ برائے واپسی رقم مدعا علیہ کو حاضر ہونے کی ہدایت کی جاتی ہے۔ بعدالت 15th سول جج کراچی ملیر مقدمہ نمبر 2023 آپ مقررہ تاریخ پر حاضر ہوں ورنہ یکطرفہ کارروائی ہوگی۔ بعدالت 9th فیملی جج کراچی غربی مقدمہ نمبر 2023 بعنوان دعویٰ برائے خلع مدعا علیہ کو مطلع کیا جاتا ہے۔ بعدالت 3rd سول جج کراچی شرقی مقدمہ نمبر 2023 حاضر ہوں۔ بعدالت 20th فیملی جج کراچی جنوبی مقدمہ نمبر 2023 بعنوان دعویٰ برائے نان نفقہ آپ کو حاضر ہونے کی ہدایت کی جاتی ہے۔ بعدالت 12th سینئر سول جج کراچی وسطی مقدمہ نمبر 2023 مدعا علیہان کو مطلع کیا جاتا ہے۔: [226, 332, 332, 533]
- court-notice-text: بعدالت 16th سول جج کراچی ملیر مقدمہ نمبر 1664/2023 بعنوان دعویٰ برائے اعلان استقرار حق و حکم امتناعی مدعا علیہان کو مطلع کیا جاتا ہے کہ آپ مورخہ 2023 کو صبح 8:30 بجے عدالت ہذا میں بذات خود یا بذریعہ وکیل حاضر ہوں۔ بعدالت 18th فیملی جج کراچی شرقی مقدمہ نمبر 2023 بعنوان دعویٰ برائے تنسیخ نکاح مدعا علیہ کو ہدایت کی جاتی ہے کہ تاریخ پیشی پر حاضر ہو۔ بعدالت 17th سینئر سول جج کراچی جنوبی مقدمہ نمبر 2023 بعنوان دعویٰ برائے واپسی جہیز آپ کو حاضر ہونے کا حکم دیا جاتا ہے۔ بعدالت 13th فیملی جج کراچی وسطی مقدمہ نمبر 2023 مدعا علیہ کو مطلع کیا جاتا ہے کہ مورخہ 2023 کو صبح 8:30 بجے حاضر ہو۔ بعدالت 11th سول جج کراچی غربی مقدمہ نمبر 2023 بعنوان دعویٰ برائے حکم امتناعی مدعا علیہان کو حاضر ہونے کی ہدایت کی جاتی ہے۔ بعدالت 6th فیملی جج کراچی ملیر مقدمہ نمبر 2023 بعنوان دعویٰ برائے خلع آپ کو ہدایت کی جاتی ہے۔ بعدالت 5th سول جج کراچی جنوبی مقدمہ نمبر 2023 آپ مقررہ تاریخ پر حاضر ہوں۔ بعدالت 21st سینئر سول جج کراچی شرقی مقدمہ نمبر 2023 بعنوان دعویٰ برائے اعلان مدعا علیہ کو مطلع کیا جاتا ہے۔ بعدالت 14th فیملی جج کراچی وسطی مقدمہ نمبر 2023 بعنوان دعویٰ برائے تحویل کمسن حاضر ہوں۔: [115, 814, 221, 1062]
- court-notice-text: من کہ مسماۃ ولد سکنہ کراچی حلفیہ بیان کرتی ہوں کہ میرا شناختی کارڈ نمبر ہے اور میں اپنا نام تبدیل کر رہی ہوں آئندہ مجھے اسی نام سے پکارا اور لکھا جائے۔ اطلاع عام کہ من کہ ولد سکنہ کراچی کا اصل شناختی کارڈ اور دیگر کاغذات گم ہو گئے ہیں اگر کسی کو ملیں تو مہربانی کر کے دیئے گئے پتے پر پہنچا دیں۔ R.NO. 008064 بعدالت سول جج کراچی شرقی مقدمہ نمبر 2023 بعنوان دعویٰ برائے اعلان مدعا علیہان کو مطلع کیا جاتا ہے کہ مورخہ 2023 کو صبح 8:30 بجے حاضر ہوں۔ بعدالت فیملی جج کراچی جنوبی مقدمہ نمبر 2023 بعنوان دعویٰ برائے تنسیخ نکاح آپ کو ہدایت کی جاتی ہے۔ بعدالت سینئر سول جج کراچی وسطی مقدمہ نمبر 2023 مدعا علیہ کو حاضر ہونے کی ہدایت کی جاتی ہے۔ بعدالت سول جج کراچی ملیر مقدمہ نمبر 2023 آپ مقررہ تاریخ پر حاضر ہوں۔: [338, 393, 444, 553]
- gavel-icon: ⚖: [411, 209, 418, 219]
- lower-text: بلدیہ عظمیٰ کراچی کے 25 اضلاع میں ترقیاتی منصوبوں کا آغاز کر دیا گیا ہے۔ منصوبوں کی نگرانی کے لیے خصوصی کمیٹیاں تشکیل دی گئی ہیں۔ RW 2&1: [785, 668, 891, 700]
- court-notice-text: بعدالت 18th سینئر سول جج کراچی ملیر مقدمہ نمبر 1638/2023 بعنوان بنام ایڈمنسٹریٹر کے ایم سی بحوالہ دعویٰ ہذا مدعی نے آپ کے خلاف دعویٰ دائر کیا ہے آپ کو ہدایت کی جاتی ہے کہ مورخہ 2023 کو صبح 8:30 بجے بذات خود یا بذریعہ وکیل عدالت ہذا میں حاضر ہوں بصورت دیگر آپ کے خلاف یکطرفہ کارروائی عمل میں لائی جائے گی۔ سرکاری مہر عدالت سے جاری کیا گیا۔ بعدالت سول جج کراچی شرقی مقدمہ نمبر 2023 بعنوان دعویٰ برائے اعلان و حکم امتناعی مدعا علیہان کو مطلع کیا جاتا ہے کہ بروز پیشی 2023 کو صبح 8:30 بجے عدالت میں حاضر ہوں۔ بعدالت 23rd سینئر سول جج کراچی جنوبی مقدمہ نمبر 2023 بعنوان گارڈین اینڈ وارڈز ایکٹ مدعا علیہ کو اطلاع دی جاتی ہے کہ آئندہ تاریخ پیشی پر حاضر ہو۔ بعدالت 10th سول جج و جوڈیشل مجسٹریٹ کراچی وسطی مقدمہ نمبر 2023 آپ کو ہدایت کی جاتی ہے کہ مقررہ تاریخ پر حاضر ہوں ورنہ یکطرفہ فیصلہ سنا دیا جائے گا۔ بعدالت 5th سینئر سول جج کراچی غربی مقدمہ نمبر 2023 بعنوان دعویٰ برائے تنسیخ نکاح و نان نفقہ مدعا علیہ کو مطلع کیا جاتا ہے۔ بعدالت 12th فیملی جج کراچی شرقی مقدمہ نمبر 2023 بعنوان دعویٰ برائے خلع مدعا علیہ کو عدالت میں حاضر ہونے کی ہدایت کی جاتی ہے۔ بعدالت 19th سول جج کراچی جنوبی مقدمہ نمبر 2023 حاضر ہوں ورنہ یکطرفہ کارروائی کی جائے گی۔ بعدالت 13th فیملی جج کراچی وسطی مقدمہ نمبر 2023 بعنوان دعویٰ برائے نان نفقہ و جہیز مدعا علیہ کو ہدایت کی جاتی ہے کہ مقررہ تاریخ 2023 کو صبح 8:30 بجے حاضر ہو۔ بعدالت 25th سول جج کراچی شرقی مقدمہ نمبر 2023 مدعی نے آپ کے خلاف دعویٰ دائر کیا ہے۔ بعدالت 11th فیملی جج کراچی جنوبی مقدمہ نمبر 2023 بعنوان دعویٰ برائے تحویل کمسن آپ کو حاضر ہونے کی ہدایت کی جاتی ہے۔: [3, 763, 109, 1115]
- lower-text: کراچی میں بلدیاتی نمائندوں کا اجلاس منعقد ہوا جس میں شہری مسائل پر تفصیلی غور کیا گیا۔ عوامی سہولیات کی فراہمی کے لیے نئی حکمت عملی مرتب کی جائے گی۔: [785, 628, 891, 668]
- notice-tag: Best-8: [226, 533, 251, 541]
- section-label: تقییم نمبر1: [806, 456, 871, 470]
- ehsan-subhead: کھیلوں کے معاملات پر غیرذمہ دارانہ بیانات سے پاکستان کرکٹ کو نقصان ہوگا۔ سابق رکن: [680, 367, 894, 391]
- court-notice-header: ⚖ کورٹ نوٹس: [115, 24, 220, 36]
- tender-title: TENDER NOTICE: [562, 1421, 890, 1439]
- emerging-subhead: پاکستان کا بولنگ اٹیک مقابلے میں بہتر دکھائی دیتا ہے۔ گفتگو: [559, 218, 772, 232]
- dateline: روزنامہ "امت" کراچی / حیدرآباد | بدھ 12 جولائی 2023ء | (5): [245, 2, 530, 12]
- ehsan-body: کراچی (اسپورٹس ڈیسک) سابق رکن بورڈ شکیل شیخ نے کہا ہے کہ وزیر کھیل کے بیانات غیرذمہ دارانہ ہیں، آئی سی سی کے معاملات سمجھے بغیر بیان دینا درست نہیں۔: [684, 394, 890, 422]
- notice-tag: Crown-19: [450, 807, 485, 815]
- section-label: تقییم نمبر10: [582, 620, 647, 634]
- side1-body: کراچی (اسپورٹس ڈیسک) پی ڈی ایم کی جانب سے کرکٹ بورڈ کے معاملات میں تبدیلی کا فیصلہ کیا گیا ہے، نئی انتظامیہ جلد چارج سنبھالے گی۔ ذرائع کے مطابق اجلاس میں اہم فیصلے متوقع ہیں۔: [562, 60, 675, 117]
- tender-header: [562, 1370, 890, 1421]
- court-notice-text: بعدالت 18th سینئر سول جج کراچی ملیر مقدمہ نمبر 1638/2023 بعنوان بنام ایڈمنسٹریٹر کے ایم سی بحوالہ دعویٰ ہذا مدعی نے آپ کے خلاف دعویٰ دائر کیا ہے آپ کو ہدایت کی جاتی ہے کہ مورخہ 2023 کو صبح 8:30 بجے بذات خود یا بذریعہ وکیل عدالت ہذا میں حاضر ہوں بصورت دیگر آپ کے خلاف یکطرفہ کارروائی عمل میں لائی جائے گی۔ سرکاری مہر عدالت سے جاری کیا گیا۔ بعدالت سول جج کراچی شرقی مقدمہ نمبر 2023 بعنوان دعویٰ برائے اعلان و حکم امتناعی مدعا علیہان کو مطلع کیا جاتا ہے کہ بروز پیشی 2023 کو صبح 8:30 بجے عدالت میں حاضر ہوں۔ بعدالت 23rd سینئر سول جج کراچی جنوبی مقدمہ نمبر 2023 بعنوان گارڈین اینڈ وارڈز ایکٹ مدعا علیہ کو اطلاع دی جاتی ہے کہ آئندہ تاریخ پیشی پر حاضر ہو۔ بعدالت 10th سول جج و جوڈیشل مجسٹریٹ کراچی وسطی مقدمہ نمبر 2023 آپ کو ہدایت کی جاتی ہے کہ مقررہ تاریخ پر حاضر ہوں ورنہ یکطرفہ فیصلہ سنا دیا جائے گا۔ بعدالت 5th سینئر سول جج کراچی غربی مقدمہ نمبر 2023 بعنوان دعویٰ برائے تنسیخ نکاح و نان نفقہ مدعا علیہ کو مطلع کیا جاتا ہے۔ بعدالت 12th فیملی جج کراچی شرقی مقدمہ نمبر 2023 بعنوان دعویٰ برائے خلع مدعا علیہ کو عدالت میں حاضر ہونے کی ہدایت کی جاتی ہے۔ بعدالت 19th سول جج کراچی جنوبی مقدمہ نمبر 2023 حاضر ہوں ورنہ یکطرفہ کارروائی کی جائے گی۔ بعدالت 13th فیملی جج کراچی وسطی مقدمہ نمبر 2023 بعنوان دعویٰ برائے نان نفقہ و جہیز مدعا علیہ کو ہدایت کی جاتی ہے کہ مقررہ تاریخ 2023 کو صبح 8:30 بجے حاضر ہو۔ بعدالت 25th سول جج کراچی شرقی مقدمہ نمبر 2023 مدعی نے آپ کے خلاف دعویٰ دائر کیا ہے۔ بعدالت 11th فیملی جج کراچی جنوبی مقدمہ نمبر 2023 بعنوان دعویٰ برائے تحویل کمسن آپ کو حاضر ہونے کی ہدایت کی جاتی ہے۔: [3, 1852, 109, 2204]
- section-label: تقییم نمبر7: [694, 690, 759, 704]
- notice-tag: Best-9: [115, 546, 139, 553]
- ehsan-story: [680, 335, 894, 448]
- section-label: تقییم نمبر8: [582, 488, 647, 502]
- section-label: تقییم نمبر11: [582, 674, 647, 688]
- notice-tag: Best-7: [3, 753, 27, 762]
- notice-tag: Best-11: [115, 804, 143, 812]
- court-notice-text: بعدالت 16th سول جج کراچی ملیر مقدمہ نمبر 1664/2023 بعنوان دعویٰ برائے اعلان استقرار حق و حکم امتناعی مدعا علیہان کو مطلع کیا جاتا ہے کہ آپ مورخہ 2023 کو صبح 8:30 بجے عدالت ہذا میں بذات خود یا بذریعہ وکیل حاضر ہوں۔ بعدالت 18th فیملی جج کراچی شرقی مقدمہ نمبر 2023 بعنوان دعویٰ برائے تنسیخ نکاح مدعا علیہ کو ہدایت کی جاتی ہے کہ تاریخ پیشی پر حاضر ہو۔ بعدالت 17th سینئر سول جج کراچی جنوبی مقدمہ نمبر 2023 بعنوان دعویٰ برائے واپسی جہیز آپ کو حاضر ہونے کا حکم دیا جاتا ہے۔ بعدالت 13th فیملی جج کراچی وسطی مقدمہ نمبر 2023 مدعا علیہ کو مطلع کیا جاتا ہے کہ مورخہ 2023 کو صبح 8:30 بجے حاضر ہو۔ بعدالت 11th سول جج کراچی غربی مقدمہ نمبر 2023 بعنوان دعویٰ برائے حکم امتناعی مدعا علیہان کو حاضر ہونے کی ہدایت کی جاتی ہے۔ بعدالت 6th فیملی جج کراچی ملیر مقدمہ نمبر 2023 بعنوان دعویٰ برائے خلع آپ کو ہدایت کی جاتی ہے۔ بعدالت 5th سول جج کراچی جنوبی مقدمہ نمبر 2023 آپ مقررہ تاریخ پر حاضر ہوں۔ بعدالت 21st سینئر سول جج کراچی شرقی مقدمہ نمبر 2023 بعنوان دعویٰ برائے اعلان مدعا علیہ کو مطلع کیا جاتا ہے۔ بعدالت 14th فیملی جج کراچی وسطی مقدمہ نمبر 2023 بعنوان دعویٰ برائے تحویل کمسن حاضر ہوں۔: [115, 1072, 221, 1321]
- court-notice-text: من کہ مسماۃ ولد سکنہ کراچی حلفیہ بیان کرتی ہوں کہ میرا شناختی کارڈ نمبر ہے اور میں اپنا نام تبدیل کر رہی ہوں آئندہ مجھے اسی نام سے پکارا اور لکھا جائے۔ اطلاع عام کہ من کہ ولد سکنہ کراچی کا اصل شناختی کارڈ اور دیگر کاغذات گم ہو گئے ہیں اگر کسی کو ملیں تو مہربانی کر کے دیئے گئے پتے پر پہنچا دیں۔ R.NO. 008064 بعدالت سول جج کراچی شرقی مقدمہ نمبر 2023 بعنوان دعویٰ برائے اعلان مدعا علیہان کو مطلع کیا جاتا ہے کہ مورخہ 2023 کو صبح 8:30 بجے حاضر ہوں۔ بعدالت فیملی جج کراچی جنوبی مقدمہ نمبر 2023 بعنوان دعویٰ برائے تنسیخ نکاح آپ کو ہدایت کی جاتی ہے۔ بعدالت سینئر سول جج کراچی وسطی مقدمہ نمبر 2023 مدعا علیہ کو حاضر ہونے کی ہدایت کی جاتی ہے۔ بعدالت سول جج کراچی ملیر مقدمہ نمبر 2023 آپ مقررہ تاریخ پر حاضر ہوں۔: [338, 563, 444, 723]
- classifieds-title: مختصر اشتہارات: [228, 21, 330, 38]
- court-notice-header: ⚖ کورٹ نوٹس: [450, 24, 554, 36]
- notice-tag: STF: [338, 724, 352, 733]
- notice-tag: Crown-3: [115, 1063, 145, 1071]
- court-notice-text: بعدالت 10th سول جج کراچی جنوبی مقدمہ نمبر 2023 بعنوان دعویٰ برائے اعلان و حکم امتناعی مدعا علیہان کو مطلع کیا جاتا ہے کہ آپ مورخہ 2023 کو صبح 8:30 بجے عدالت ہذا میں حاضر ہوں۔ بعدالت 7th فیملی جج کراچی شرقی مقدمہ نمبر 2023 بعنوان دعویٰ برائے خلع آپ کو ہدایت کی جاتی ہے۔ بعدالت 16th سینئر سول جج کراچی وسطی مقدمہ نمبر 2023 بعنوان دعویٰ برائے واپسی جہیز مدعا علیہ کو حاضر ہونے کی ہدایت کی جاتی ہے۔ بعدالت 4th سول جج کراچی غربی مقدمہ نمبر 2023 آپ مقررہ تاریخ پر حاضر ہوں ورنہ یکطرفہ کارروائی ہوگی۔ بعدالت 24th فیملی جج کراچی ملیر مقدمہ نمبر 2023 بعنوان دعویٰ برائے نان نفقہ مدعا علیہ کو مطلع کیا جاتا ہے۔ بعدالت 2nd سول جج کراچی جنوبی مقدمہ نمبر 2023 حاضر ہوں۔ بعدالت 18th سینئر سول جج کراچی شرقی مقدمہ نمبر 2023 بعنوان دعویٰ برائے اعلان آپ کو حاضر ہونے کی ہدایت کی جاتی ہے۔: [450, 37, 554, 222]
- org-line-3: KHYBER PAKHTUNKHWA, PESHAWAR: [648, 1397, 849, 1409]
- org-contact: Tel: 091-9210276 / 9210249, Fax: 091-9210285 Email: info.livestockextkp@gmail.com: [628, 1410, 870, 1417]
- global20-story: [773, 186, 894, 336]
- court-notice-text: بعدالت 19th سول جج کراچی شرقی مقدمہ نمبر 2023 بعنوان دعویٰ برائے اعلان و حکم امتناعی مدعا علیہان کو مطلع کیا جاتا ہے کہ آپ مورخہ 2023 کو صبح 8:30 بجے عدالت ہذا میں حاضر ہوں۔ بعدالت 8th فیملی جج کراچی جنوبی مقدمہ نمبر 2023 بعنوان دعویٰ برائے تنسیخ نکاح آپ کو ہدایت کی جاتی ہے۔ بعدالت 22nd سینئر سول جج کراچی وسطی مقدمہ نمبر 2023 بعنوان دعویٰ برائے واپسی رقم مدعا علیہ کو حاضر ہونے کی ہدایت کی جاتی ہے۔ بعدالت 15th سول جج کراچی ملیر مقدمہ نمبر 2023 آپ مقررہ تاریخ پر حاضر ہوں ورنہ یکطرفہ کارروائی ہوگی۔ بعدالت 9th فیملی جج کراچی غربی مقدمہ نمبر 2023 بعنوان دعویٰ برائے خلع مدعا علیہ کو مطلع کیا جاتا ہے۔ بعدالت 3rd سول جج کراچی شرقی مقدمہ نمبر 2023 حاضر ہوں۔ بعدالت 20th فیملی جج کراچی جنوبی مقدمہ نمبر 2023 بعنوان دعویٰ برائے نان نفقہ آپ کو حاضر ہونے کی ہدایت کی جاتی ہے۔ بعدالت 12th سینئر سول جج کراچی وسطی مقدمہ نمبر 2023 مدعا علیہان کو مطلع کیا جاتا ہے۔: [226, 753, 332, 954]
- notice-tag: Best-10: [3, 1116, 32, 1125]
- court-notice-text: بعدالت 19th سول جج کراچی شرقی مقدمہ نمبر 2023 بعنوان دعویٰ برائے اعلان و حکم امتناعی مدعا علیہان کو مطلع کیا جاتا ہے کہ آپ مورخہ 2023 کو صبح 8:30 بجے عدالت ہذا میں حاضر ہوں۔ بعدالت 8th فیملی جج کراچی جنوبی مقدمہ نمبر 2023 بعنوان دعویٰ برائے تنسیخ نکاح آپ کو ہدایت کی جاتی ہے۔ بعدالت 22nd سینئر سول جج کراچی وسطی مقدمہ نمبر 2023 بعنوان دعویٰ برائے واپسی رقم مدعا علیہ کو حاضر ہونے کی ہدایت کی جاتی ہے۔ بعدالت 15th سول جج کراچی ملیر مقدمہ نمبر 2023 آپ مقررہ تاریخ پر حاضر ہوں ورنہ یکطرفہ کارروائی ہوگی۔ بعدالت 9th فیملی جج کراچی غربی مقدمہ نمبر 2023 بعنوان دعویٰ برائے خلع مدعا علیہ کو مطلع کیا جاتا ہے۔ بعدالت 3rd سول جج کراچی شرقی مقدمہ نمبر 2023 حاضر ہوں۔ بعدالت 20th فیملی جج کراچی جنوبی مقدمہ نمبر 2023 بعنوان دعویٰ برائے نان نفقہ آپ کو حاضر ہونے کی ہدایت کی جاتی ہے۔ بعدالت 12th سینئر سول جج کراچی وسطی مقدمہ نمبر 2023 مدعا علیہان کو مطلع کیا جاتا ہے۔: [226, 121, 332, 321]
- side-story-1: [559, 19, 680, 186]
- lower-text: کراچی میں بلدیاتی نمائندوں کا اجلاس منعقد ہوا جس میں شہری مسائل پر تفصیلی غور کیا گیا۔ عوامی سہولیات کی فراہمی کے لیے نئی حکمت عملی مرتب کی جائے گی۔: [673, 520, 779, 560]
- lead-headline: پاکستان کسی بھی ٹیم کو شکست دے سکتا ہے۔ ثقی آرتھر: [686, 20, 887, 55]
- court-notice-text: بعدالت 19th سول جج کراچی شرقی مقدمہ نمبر 2023 بعنوان دعویٰ برائے اعلان و حکم امتناعی مدعا علیہان کو مطلع کیا جاتا ہے کہ آپ مورخہ 2023 کو صبح 8:30 بجے عدالت ہذا میں حاضر ہوں۔ بعدالت 8th فیملی جج کراچی جنوبی مقدمہ نمبر 2023 بعنوان دعویٰ برائے تنسیخ نکاح آپ کو ہدایت کی جاتی ہے۔ بعدالت 22nd سینئر سول جج کراچی وسطی مقدمہ نمبر 2023 بعنوان دعویٰ برائے واپسی رقم مدعا علیہ کو حاضر ہونے کی ہدایت کی جاتی ہے۔ بعدالت 15th سول جج کراچی ملیر مقدمہ نمبر 2023 آپ مقررہ تاریخ پر حاضر ہوں ورنہ یکطرفہ کارروائی ہوگی۔ بعدالت 9th فیملی جج کراچی غربی مقدمہ نمبر 2023 بعنوان دعویٰ برائے خلع مدعا علیہ کو مطلع کیا جاتا ہے۔ بعدالت 3rd سول جج کراچی شرقی مقدمہ نمبر 2023 حاضر ہوں۔ بعدالت 20th فیملی جج کراچی جنوبی مقدمہ نمبر 2023 بعنوان دعویٰ برائے نان نفقہ آپ کو حاضر ہونے کی ہدایت کی جاتی ہے۔ بعدالت 12th سینئر سول جج کراچی وسطی مقدمہ نمبر 2023 مدعا علیہان کو مطلع کیا جاتا ہے۔: [226, 543, 332, 743]
- classifieds-rate: شرح -/100 روپے فی سطر: [228, 39, 330, 60]
- ehsan-headline: احسان مزاری کو آئی سی سی کا مطلب بھی نہیں پتا ہوگا۔ شکیل شیخ: [684, 337, 889, 364]
- lower-text: بلدیہ عظمیٰ کراچی کے 25 اضلاع میں ترقیاتی منصوبوں کا آغاز کر دیا گیا ہے۔ منصوبوں کی نگرانی کے لیے خصوصی کمیٹیاں تشکیل دی گئی ہیں۔ RW 2&1: [562, 636, 667, 668]
- court-notice-text: بعدالت 10th سول جج کراچی جنوبی مقدمہ نمبر 2023 بعنوان دعویٰ برائے اعلان و حکم امتناعی مدعا علیہان کو مطلع کیا جاتا ہے کہ آپ مورخہ 2023 کو صبح 8:30 بجے عدالت ہذا میں حاضر ہوں۔ بعدالت 7th فیملی جج کراچی شرقی مقدمہ نمبر 2023 بعنوان دعویٰ برائے خلع آپ کو ہدایت کی جاتی ہے۔ بعدالت 16th سینئر سول جج کراچی وسطی مقدمہ نمبر 2023 بعنوان دعویٰ برائے واپسی جہیز مدعا علیہ کو حاضر ہونے کی ہدایت کی جاتی ہے۔ بعدالت 4th سول جج کراچی غربی مقدمہ نمبر 2023 آپ مقررہ تاریخ پر حاضر ہوں ورنہ یکطرفہ کارروائی ہوگی۔ بعدالت 24th فیملی جج کراچی ملیر مقدمہ نمبر 2023 بعنوان دعویٰ برائے نان نفقہ مدعا علیہ کو مطلع کیا جاتا ہے۔ بعدالت 2nd سول جج کراچی جنوبی مقدمہ نمبر 2023 حاضر ہوں۔ بعدالت 18th سینئر سول جج کراچی شرقی مقدمہ نمبر 2023 بعنوان دعویٰ برائے اعلان آپ کو حاضر ہونے کی ہدایت کی جاتی ہے۔: [450, 622, 554, 806]
- notice-tag: STF: [338, 383, 352, 391]
- tender-body: [562, 1439, 890, 1605]
- court-column-e: [447, 20, 559, 1652]
- notice-tag: Best-15: [3, 1841, 32, 1850]
- emerging-body: لاہور (اسپورٹس ڈیسک) ایمرجنگ ایشیا کپ کے لیے پاکستان ٹیم کے کپتان محمد حارث نے کہا ہے کہ ہماری ٹیم متوازن ہے اور بھارت کے خلاف سبقت حاصل ہے۔: [562, 235, 768, 263]
- tender-footer: [562, 1632, 890, 1649]
- booking-label: اشتہارات کی بکنگ کیلئے رابطہ کریں: [225, 74, 332, 90]
- gulf-headline: گلوبل 20 کینیڈا میں شعیب ملک جلوہ گر ہوں گے: [775, 188, 892, 220]
